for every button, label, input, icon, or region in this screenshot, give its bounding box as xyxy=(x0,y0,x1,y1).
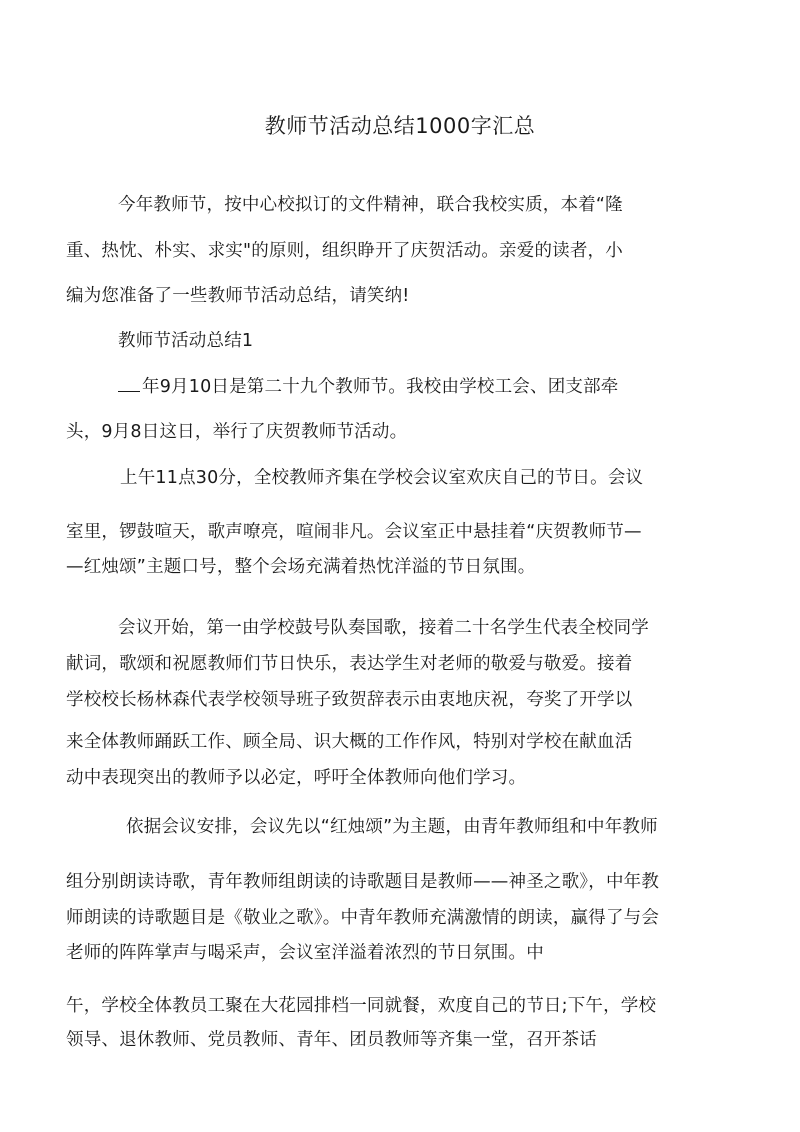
document-title: 教师节活动总结1000字汇总 xyxy=(264,114,536,138)
paragraph-line: 献词，歌颂和祝愿教师们节日快乐，表达学生对老师的敬爱与敬爱。接着 xyxy=(66,654,633,674)
paragraph-line: 领导、退休教师、党员教师、青年、团员教师等齐集一堂，召开茶话 xyxy=(66,1030,597,1050)
paragraph-line-with-blank xyxy=(118,375,619,399)
section-heading: 教师节活动总结1 xyxy=(118,331,254,351)
paragraph-line: 上午11点30分，全校教师齐集在学校会议室欢庆自己的节日。会议 xyxy=(120,468,644,488)
paragraph-line: 师朗读的诗歌题目是《敬业之歌》。中青年教师充满激情的朗读，赢得了与会 xyxy=(66,908,660,928)
paragraph-line: 学校校长杨林森代表学校领导班子致贺辞表示由衷地庆祝，夸奖了开学以 xyxy=(66,690,633,710)
paragraph-line-text: 年9月10日是第二十九个教师节。我校由学校工会、团支部牵 xyxy=(142,377,619,397)
paragraph-line: 午，学校全体教员工聚在大花园排档一同就餐，欢度自己的节日;下午，学校 xyxy=(66,996,657,1016)
paragraph-line: 今年教师节，按中心校拟订的文件精神，联合我校实质，本着“隆 xyxy=(118,195,623,215)
paragraph-line: 头，9月8日这日，举行了庆贺教师节活动。 xyxy=(66,422,408,442)
paragraph-line: 老师的阵阵掌声与喝采声，会议室洋溢着浓烈的节日氛围。中 xyxy=(66,943,544,963)
blank-underline xyxy=(118,375,140,392)
paragraph-line: 动中表现突出的教师予以必定，呼吁全体教师向他们学习。 xyxy=(66,768,527,788)
paragraph-line: 室里，锣鼓喧天，歌声嘹亮，喧闹非凡。会议室正中悬挂着“庆贺教师节— xyxy=(66,522,642,542)
paragraph-line: —红烛颂”主题口号，整个会场充满着热忱洋溢的节日氛围。 xyxy=(66,557,536,577)
paragraph-line: 会议开始，第一由学校鼓号队奏国歌，接着二十名学生代表全校同学 xyxy=(118,618,649,638)
paragraph-line: 组分别朗读诗歌，青年教师组朗读的诗歌题目是教师——神圣之歌》，中年教 xyxy=(66,872,660,892)
paragraph-line: 编为您准备了一些教师节活动总结，请笑纳! xyxy=(66,286,410,306)
paragraph-line: 来全体教师踊跃工作、顾全局、识大概的工作作风，特别对学校在献血活 xyxy=(66,732,633,752)
paragraph-line: 依据会议安排，会议先以“红烛颂”为主题，由青年教师组和中年教师 xyxy=(126,817,658,837)
paragraph-line: 重、热忱、朴实、求实"的原则，组织睁开了庆贺活动。亲爱的读者，小 xyxy=(66,241,623,261)
